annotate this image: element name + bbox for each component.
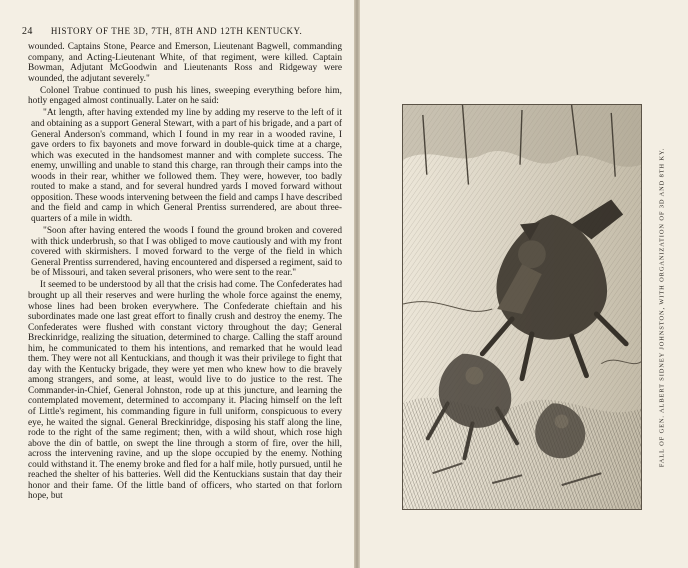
paragraph-4-quote: "Soon after having entered the woods I found the ground broken and covered with thick underbrush, so that I was obliged to move cautiously and with my front covered with skirmishers. I moved forward to the verge of the field in which General Prentiss surrendered, having encountered and dispersed a regiment, said to be of Missouri, and taken several prisoners, who were sent to the rear." — [31, 226, 342, 279]
paragraph-1: wounded. Captains Stone, Pearce and Emerson, Lieutenant Bagwell, commanding company, and Acting-Lieutenant White, of that regiment, were killed. Captain Bowman, Adjutant McGoodwin and Lieutenants Ross and Ridgeway were wounded, the adjutant severely." — [28, 42, 342, 84]
paragraph-5: It seemed to be understood by all that the crisis had come. The Confederates had brought up all their reserves and were hurling the whole force against the enemy, whose lines had been broken everywhere. The Confederate chieftain and his subordinates made one last great effort to finally crush and destroy the enemy. The Confederates were flushed with constant victory throughout the day; General Breckinridge, realizing the situation, determined to charge. Calling the staff around him, he communicated to them his intentions, and remarked that he would lead them. They were not all Kentuckians, and though it was their privilege to fight that day with the Kentucky brigade, they were yet men who knew how to die bravely among strangers, and some, at least, would live to do justice to the rest. The Commander-in-Chief, General Johnston, rode up at this juncture, and learning the contemplated movement, determined to accompany it. Placing himself on the left of Little's regiment, his commanding figure in full uniform, conspicuous to every eye, he waited the signal. General Breckinridge, disposing his staff along the line, rode to the right of the same regiment; then, with a wild shout, which rose high above the din of battle, on swept the line through a storm of fire, over the hill, across the intervening ravine, and up the slope occupied by the enemy. Nothing could withstand it. The enemy broke and fled for a half mile, hotly pursued, until he reached the shelter of his batteries. Well did the Kentuckians sustain that day their honor and their fame. Of the little band of officers, who started on that forlorn hope, but — [28, 280, 342, 502]
body-text — [28, 42, 342, 502]
plate-caption — [656, 104, 668, 510]
page-number: 24 — [22, 26, 33, 37]
running-head — [22, 26, 338, 37]
plate-caption-text: FALL OF GEN. ALBERT SIDNEY JOHNSTON, WITH ORGANIZATION OF 3D AND 8TH KY. — [658, 147, 666, 467]
paragraph-3-quote: "At length, after having extended my line by adding my reserve to the left of it and obtaining as a support General Stewart, with a part of his brigade, and a part of General Anderson's command, which I found in my rear in a wooded ravine, I gave orders to fix bayonets and move forward in double-quick time at a charge, which was executed in the handsomest manner and with complete success. The enemy, unwilling and unable to stand this charge, ran through their camps into the woods in their rear, whither we followed them. They were, however, too badly routed to make a stand, and for several hundred yards I moved forward without opposition. These woods intervening between the field and camps I have described and the field and camp in which General Prentiss surrendered, are about three-quarters of a mile in width. — [31, 108, 342, 224]
running-title: HISTORY OF THE 3D, 7TH, 8TH AND 12TH KENTUCKY. — [50, 26, 303, 36]
engraving-drawing — [403, 105, 641, 509]
right-page — [360, 0, 688, 568]
paragraph-2: Colonel Trabue continued to push his lines, sweeping everything before him, hotly engaged almost continually. Later on he said: — [28, 85, 342, 107]
battle-engraving-illustration — [402, 104, 642, 510]
